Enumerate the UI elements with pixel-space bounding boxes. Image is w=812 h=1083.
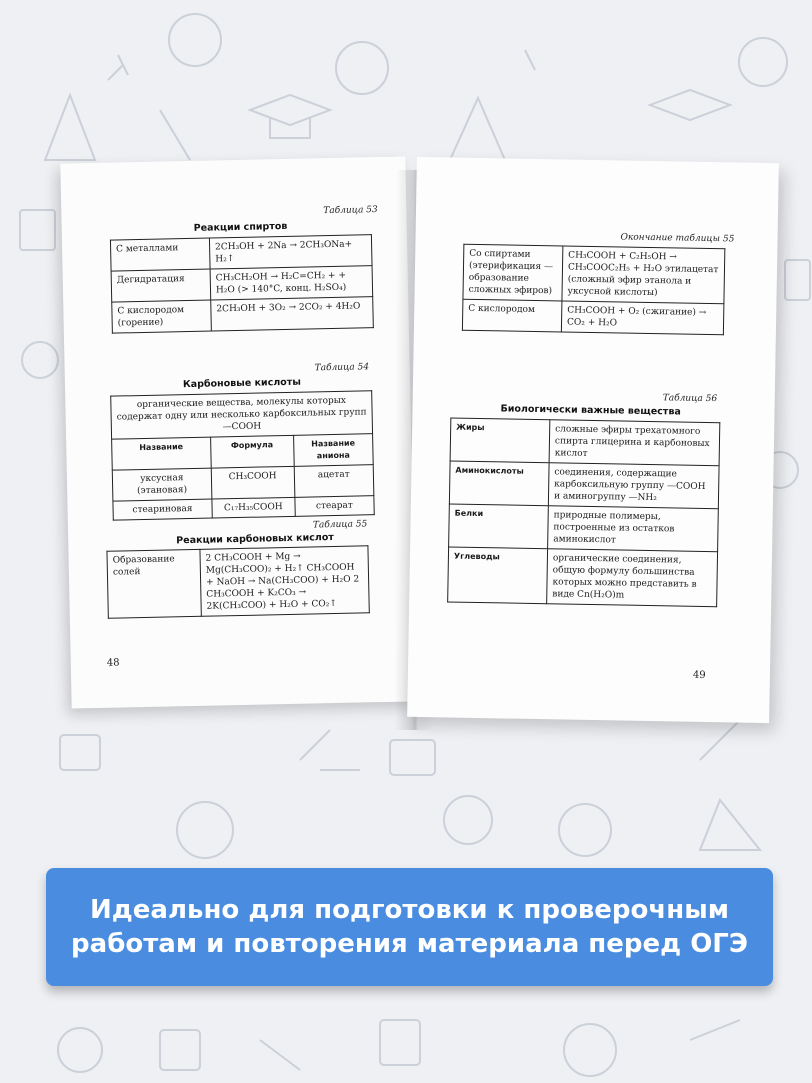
table-row xyxy=(449,461,719,509)
table-cell: 2CH₃OH + 2Na → 2CH₃ONa+ H₂↑ xyxy=(209,235,372,269)
column-header: Название аниона xyxy=(293,434,373,467)
table-cell: органические соединения, общую формулу большинства которых можно представить в виде Cn(H₂O)m xyxy=(547,549,718,607)
left-page xyxy=(60,156,416,708)
promo-banner xyxy=(46,868,773,986)
table-cell: стеариновая xyxy=(113,499,212,520)
table-cell: уксусная (этановая) xyxy=(112,468,211,501)
table-cell: С металлами xyxy=(110,238,210,271)
table-cell: 2CH₃OH + 3O₂ → 2CO₂ + 4H₂O xyxy=(211,297,374,331)
table-cell: CH₃COOH + C₂H₅OH → CH₃COOC₂H₅ + H₂O этилацетат (сложный эфир этанола и уксусной кислоты) xyxy=(562,246,725,304)
table-row xyxy=(449,504,719,552)
table-cell: сложные эфиры трехатомного спирта глицерина и карбоновых кислот xyxy=(549,420,720,466)
page-number: 48 xyxy=(106,657,120,669)
table-54-title: Карбоновые кислоты xyxy=(182,376,301,391)
table-55-title: Реакции карбоновых кислот xyxy=(176,532,334,547)
table-row xyxy=(462,299,724,335)
table-cell: C₁₇H₃₅COOH xyxy=(212,497,295,518)
table-cell: 2 CH₃COOH + Mg → Mg(CH₃COO)₂ + H₂↑ CH₃COOH + NaOH → Na(CH₃COO) + H₂O 2 CH₃COOH + K₂CO₃ → 2K(CH₃COO) + H₂O + CO₂↑ xyxy=(200,546,369,617)
page-number: 49 xyxy=(692,669,706,682)
right-page xyxy=(407,157,779,723)
table-row xyxy=(107,546,369,618)
table-cell: CH₃COOH xyxy=(211,466,295,499)
table-cell: соединения, содержащие карбоксильную группу —COOH и аминогруппу —NH₂ xyxy=(548,463,719,509)
table-cell: Углеводы xyxy=(448,547,548,604)
table-cell: Жиры xyxy=(450,418,550,463)
table-cell: ацетат xyxy=(294,465,374,498)
table-54-label: Таблица 54 xyxy=(314,362,370,374)
table-55 xyxy=(106,545,369,618)
table-56 xyxy=(447,418,720,608)
table-cell: CH₃COOH + O₂ (сжигание) → CO₂ + H₂O xyxy=(561,301,724,335)
table-55-continued-label: Окончание таблицы 55 xyxy=(620,232,735,245)
table-56-label: Таблица 56 xyxy=(662,393,718,405)
table-cell: Дегидратация xyxy=(111,269,211,302)
table-cell: Аминокислоты xyxy=(449,461,549,506)
table-cell: С кислородом xyxy=(462,299,562,332)
table-55-continued xyxy=(462,244,725,336)
table-cell: органические вещества, молекулы которых содержат одну или несколько карбоксильных групп —COOH xyxy=(111,391,373,439)
table-cell: Белки xyxy=(449,504,549,549)
table-cell: природные полимеры, построенные из остатков аминокислот xyxy=(548,506,719,552)
table-cell: CH₃CH₂OH → H₂C=CH₂ + + H₂O (> 140°C, конц. H₂SO₄) xyxy=(210,266,373,300)
column-header: Название xyxy=(112,437,211,470)
table-53 xyxy=(110,234,374,333)
table-row xyxy=(112,297,374,333)
table-cell: Образование солей xyxy=(107,549,201,618)
table-row xyxy=(450,418,720,466)
table-cell: Со спиртами (этерификация — образование сложных эфиров) xyxy=(463,244,563,301)
column-header: Формула xyxy=(210,435,294,468)
table-row xyxy=(463,244,725,304)
table-cell: С кислородом (горение) xyxy=(112,300,212,333)
table-53-title: Реакции спиртов xyxy=(193,220,288,234)
table-cell: стеарат xyxy=(295,496,375,517)
table-55-label: Таблица 55 xyxy=(312,519,368,531)
promo-banner-text: Идеально для подготовки к проверочным работам и повторения материала перед ОГЭ xyxy=(71,895,748,959)
table-row xyxy=(448,547,718,607)
table-56-title: Биологически важные вещества xyxy=(500,403,681,418)
table-53-label: Таблица 53 xyxy=(323,205,378,217)
table-54 xyxy=(110,390,375,520)
table-row xyxy=(113,496,374,520)
table-row xyxy=(111,391,373,439)
